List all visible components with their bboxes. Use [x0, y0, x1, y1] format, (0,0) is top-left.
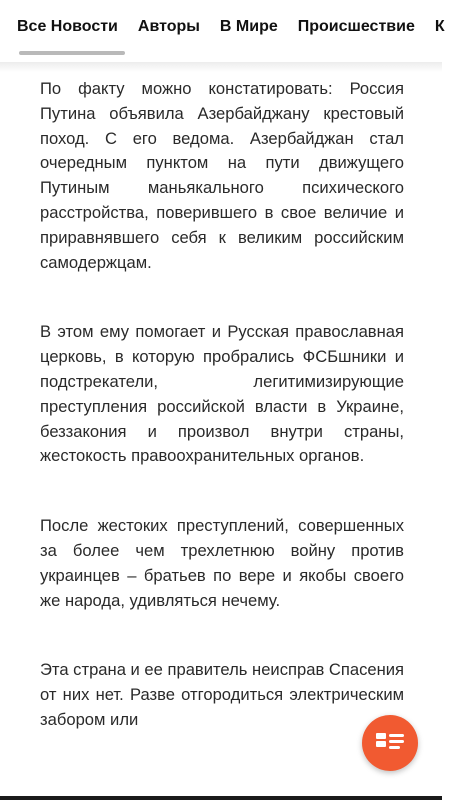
tabs-scrollbar[interactable] — [19, 51, 125, 55]
tab-authors[interactable]: Авторы — [137, 18, 200, 35]
article-paragraph: Эта страна и ее правитель неисправ Спасения от них нет. Разве отгородиться электрическим забором или — [40, 660, 405, 729]
tab-world[interactable]: В Мире — [219, 18, 278, 35]
home-indicator — [0, 796, 442, 800]
category-tabs — [17, 18, 465, 36]
article-paragraph: По факту можно констатировать: Россия Путина объявила Азербайджану крестовый поход. С его ведома. Азербайджан стал очередным пунктом на пути движущего Путиным маньякального психического расстройства, поверившего в свое величие и приравнявшего себя к великим российским самодержцам. — [40, 79, 404, 272]
news-feed-button[interactable] — [362, 715, 418, 771]
category-nav — [0, 0, 445, 62]
nav-shadow — [0, 62, 442, 72]
feed-icon — [375, 731, 405, 755]
tab-incidents[interactable]: Происшествие — [297, 18, 415, 35]
article-paragraph: В этом ему помогает и Русская православная церковь, в которую пробрались ФСБшники и подстрекатели, легитимизирующие преступления российской власти в Украине, беззакония и произвол внутри страны, жестокость правоохранительных органов. — [40, 322, 404, 466]
article-paragraph: После жестоких преступлений, совершенных за более чем трехлетнюю войну против украинцев – братьев по вере и якобы своего же народа, удивляться нечему. — [40, 516, 404, 610]
article-body — [40, 77, 404, 778]
tab-next-partial[interactable]: К — [434, 18, 445, 35]
tab-all-news[interactable]: Все Новости — [17, 18, 118, 35]
